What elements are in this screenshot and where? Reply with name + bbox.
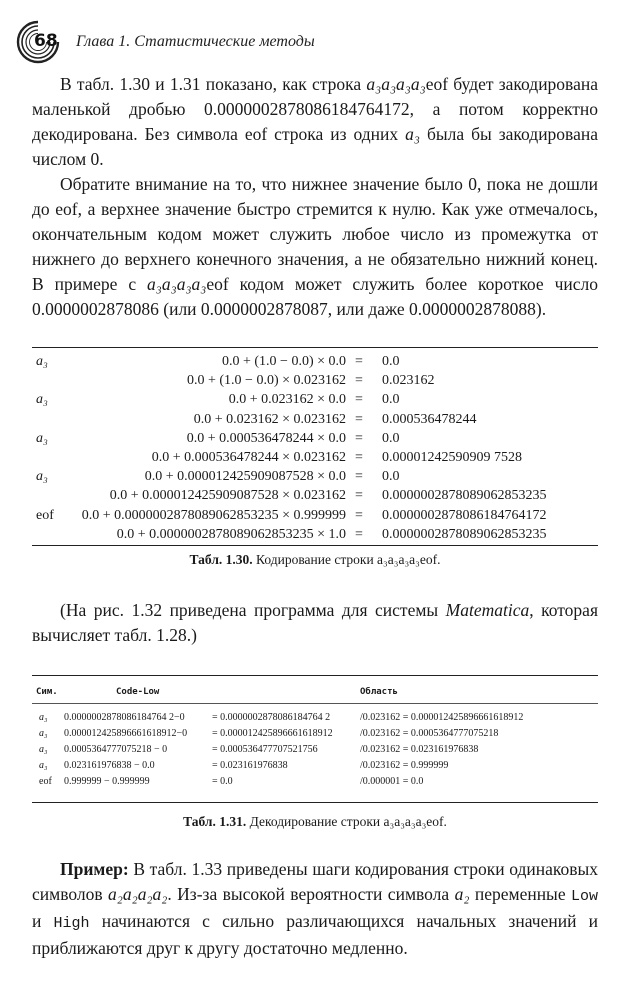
paragraph-4: Пример: В табл. 1.33 приведены шаги кодирования строки одинаковых символов a₂a₂a₂a₂. Из-за высокой вероятности символа a₂ переменные Low и High начинаются с сильно различающихся начальных значений и приближаются друг к другу достаточно медленно. bbox=[32, 859, 599, 958]
table-row: 0.0 + 0.000012425909087528 × 0.023162 = 0.0000002878089062853235 bbox=[109, 488, 547, 504]
paragraph-3: (На рис. 1.32 приведена программа для системы Matematica, которая вычисляет табл. 1.28.) bbox=[32, 600, 598, 645]
table-row: 0.0 + 0.023162 × 0.023162 = 0.000536478244 bbox=[193, 411, 477, 427]
running-head: Глава 1. Статистические методы bbox=[76, 33, 315, 50]
column-header-code-low: Code-Low bbox=[116, 687, 160, 697]
table-row: 0.0 + 0.000536478244 × 0.023162 = 0.00001242590909 7528 bbox=[151, 449, 522, 465]
table-1-31-header-rule bbox=[32, 703, 598, 704]
page-header bbox=[14, 18, 614, 66]
column-header-sym: Сим. bbox=[36, 687, 58, 697]
column-header-range: Область bbox=[360, 687, 398, 697]
table-row: a₃ 0.000012425896661618912−0 = 0.000012425896661618912 /0.023162 = 0.0005364777075218 bbox=[39, 728, 499, 739]
table-row: a₃ 0.0 + 0.000536478244 × 0.0 = 0.0 bbox=[36, 430, 400, 446]
table-row: 0.0 + 0.0000002878089062853235 × 1.0 = 0.0000002878089062853235 bbox=[116, 526, 547, 542]
paragraph-1: В табл. 1.30 и 1.31 показано, как строка a₃a₃a₃a₃eof будет закодирована маленькой дробью 0.0000002878086184764172, а потом корректно декодирована. Без символа eof строка из одних a₃ была бы закодирована числом 0. bbox=[32, 74, 598, 169]
table-row: a₃ 0.0 + 0.000012425909087528 × 0.0 = 0.0 bbox=[36, 469, 400, 485]
table-row: eof 0.0 + 0.0000002878089062853235 × 0.999999 = 0.0000002878086184764172 bbox=[36, 507, 547, 523]
table-row: a₃ 0.0 + 0.023162 × 0.0 = 0.0 bbox=[36, 392, 400, 408]
table-row: a₃ 0.0005364777075218 − 0 = 0.000536477707521756 /0.023162 = 0.023161976838 bbox=[39, 744, 479, 755]
table-1-30-bottom-rule bbox=[32, 545, 598, 546]
table-1-31-bottom-rule bbox=[32, 802, 598, 803]
page-number: 68 bbox=[34, 31, 58, 51]
table-row: a₃ 0.0 + (1.0 − 0.0) × 0.0 = 0.0 bbox=[36, 354, 400, 369]
table-1-30 bbox=[32, 352, 598, 544]
table-row: a₃ 0.023161976838 − 0.0 = 0.023161976838 /0.023162 = 0.999999 bbox=[39, 760, 449, 771]
table-1-30-top-rule bbox=[32, 347, 598, 348]
table-1-31-top-rule bbox=[32, 675, 598, 676]
table-row: a₃ 0.0000002878086184764 2−0 = 0.0000002878086184764 2 /0.023162 = 0.000012425896661618912 bbox=[39, 712, 524, 723]
table-1-30-caption: Табл. 1.30. Кодирование строки a₃a₃a₃a₃eof. bbox=[189, 552, 441, 567]
table-row: eof 0.999999 − 0.999999 = 0.0 /0.000001 = 0.0 bbox=[39, 776, 424, 787]
table-row: 0.0 + (1.0 − 0.0) × 0.023162 = 0.023162 bbox=[186, 373, 435, 389]
table-1-31-caption: Табл. 1.31. Декодирование строки a₃a₃a₃a₃eof. bbox=[183, 814, 447, 829]
paragraph-2: Обратите внимание на то, что нижнее значение было 0, пока не дошли до eof, а верхнее значение быстро стремится к нулю. Как уже отмечалось, окончательным кодом может служить любое число из промежутка от нижнего до верхнего конечного значения, а не обязательно нижний конец. В примере с a₃a₃a₃a₃eof кодом может служить более короткое число 0.0000002878086 (или 0.0000002878087, или даже 0.0000002878088). bbox=[32, 174, 599, 319]
